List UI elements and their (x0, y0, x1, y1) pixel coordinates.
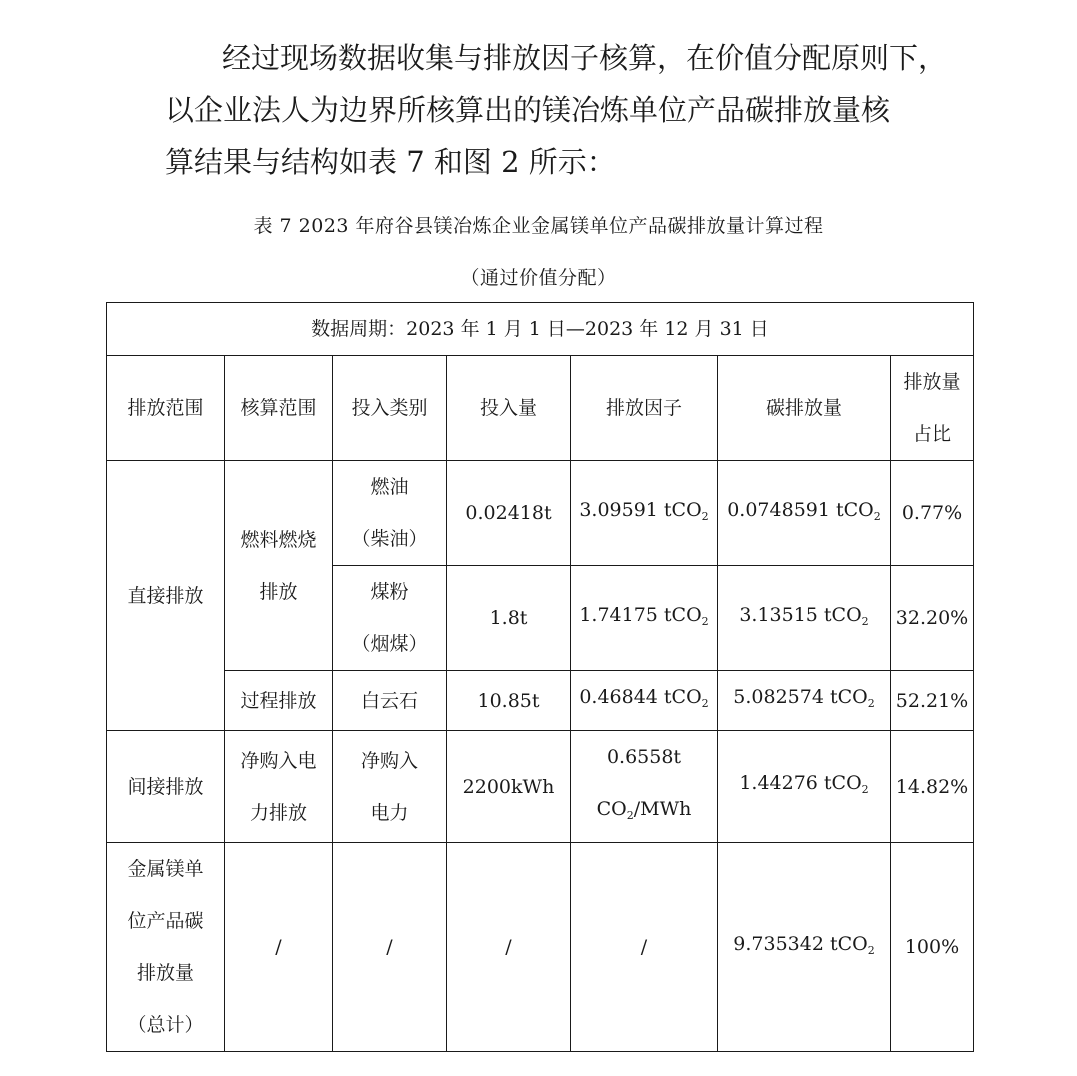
input-amount: 1.8t (447, 566, 571, 671)
total-accounting: / (225, 843, 333, 1052)
total-input-amount: / (447, 843, 571, 1052)
header-emission: 碳排放量 (718, 356, 891, 461)
total-label-line4: （总计） (127, 1014, 204, 1036)
intro-line-2: 以企业法人为边界所核算出的镁冶炼单位产品碳排放量核 (165, 93, 891, 127)
emission-factor-line2: $CO_2$/MWh (596, 798, 692, 822)
header-share (891, 356, 974, 461)
input-type (333, 461, 447, 566)
intro-line-1: 经过现场数据收集与排放因子核算，在价值分配原则下， (222, 41, 948, 75)
table-caption: 表 7 2023 年府谷县镁冶炼企业金属镁单位产品碳排放量计算过程 (253, 215, 824, 237)
header-factor: 排放因子 (571, 356, 718, 461)
input-type-detail: （柴油） (351, 528, 428, 550)
emission-factor: 3.09591 tCO$_2$ (571, 461, 718, 566)
header-scope: 排放范围 (107, 356, 225, 461)
indirect-scope: 间接排放 (107, 731, 225, 843)
input-type-detail: （烟煤） (351, 633, 428, 655)
emission-factor: 0.46844 tCO$_2$ (571, 671, 718, 731)
total-label-line2: 位产品碳 (127, 910, 204, 932)
input-type (333, 731, 447, 843)
input-amount: 10.85t (447, 671, 571, 731)
input-type (333, 566, 447, 671)
fuel-label-1: 燃料燃烧 (240, 528, 317, 551)
input-type: 白云石 (333, 671, 447, 731)
input-type-detail: 电力 (370, 801, 409, 824)
table-caption-subtitle: （通过价值分配） (460, 267, 617, 289)
carbon-emission: 1.44276 tCO$_2$ (718, 731, 891, 843)
total-label-line1: 金属镁单 (127, 858, 204, 880)
emission-factor-line1: 0.6558t (606, 746, 682, 768)
total-factor: / (571, 843, 718, 1052)
fuel-label-2: 排放 (259, 580, 298, 603)
total-label (107, 843, 225, 1052)
emission-share: 52.21% (891, 671, 974, 731)
header-row (107, 356, 974, 461)
input-type-name: 煤粉 (370, 581, 409, 603)
emission-share: 0.77% (891, 461, 974, 566)
header-share-line2: 占比 (912, 423, 951, 445)
carbon-emission: 3.13515 tCO$_2$ (718, 566, 891, 671)
total-input-type: / (333, 843, 447, 1052)
total-row (107, 843, 974, 1052)
period-row (107, 303, 974, 356)
carbon-emission: 0.0748591 tCO$_2$ (718, 461, 891, 566)
indirect-accounting (225, 731, 333, 843)
data-period: 数据周期：2023 年 1 月 1 日—2023 年 12 月 31 日 (107, 303, 974, 356)
emission-share: 32.20% (891, 566, 974, 671)
table-row (107, 671, 974, 731)
table-row (107, 461, 974, 566)
total-label-line3: 排放量 (136, 962, 194, 984)
emission-factor: 1.74175 tCO$_2$ (571, 566, 718, 671)
emission-share: 14.82% (891, 731, 974, 843)
input-type-name: 净购入 (360, 749, 418, 772)
emission-table (106, 302, 974, 1052)
input-amount: 2200kWh (447, 731, 571, 843)
direct-scope: 直接排放 (107, 461, 225, 731)
carbon-emission: 5.082574 tCO$_2$ (718, 671, 891, 731)
total-emission: 9.735342 tCO$_2$ (718, 843, 891, 1052)
input-type-name: 燃油 (370, 476, 409, 498)
header-input-type: 投入类别 (333, 356, 447, 461)
emission-factor (571, 731, 718, 843)
fuel-combustion (225, 461, 333, 671)
table-row (107, 731, 974, 843)
process-emission: 过程排放 (225, 671, 333, 731)
total-share: 100% (891, 843, 974, 1052)
header-accounting: 核算范围 (225, 356, 333, 461)
intro-line-3: 算结果与结构如表 7 和图 2 所示： (165, 145, 616, 179)
indirect-accounting-line2: 力排放 (249, 801, 307, 824)
header-share-line1: 排放量 (903, 371, 961, 393)
indirect-accounting-line1: 净购入电 (240, 749, 317, 772)
header-input-amount: 投入量 (447, 356, 571, 461)
input-amount: 0.02418t (447, 461, 571, 566)
